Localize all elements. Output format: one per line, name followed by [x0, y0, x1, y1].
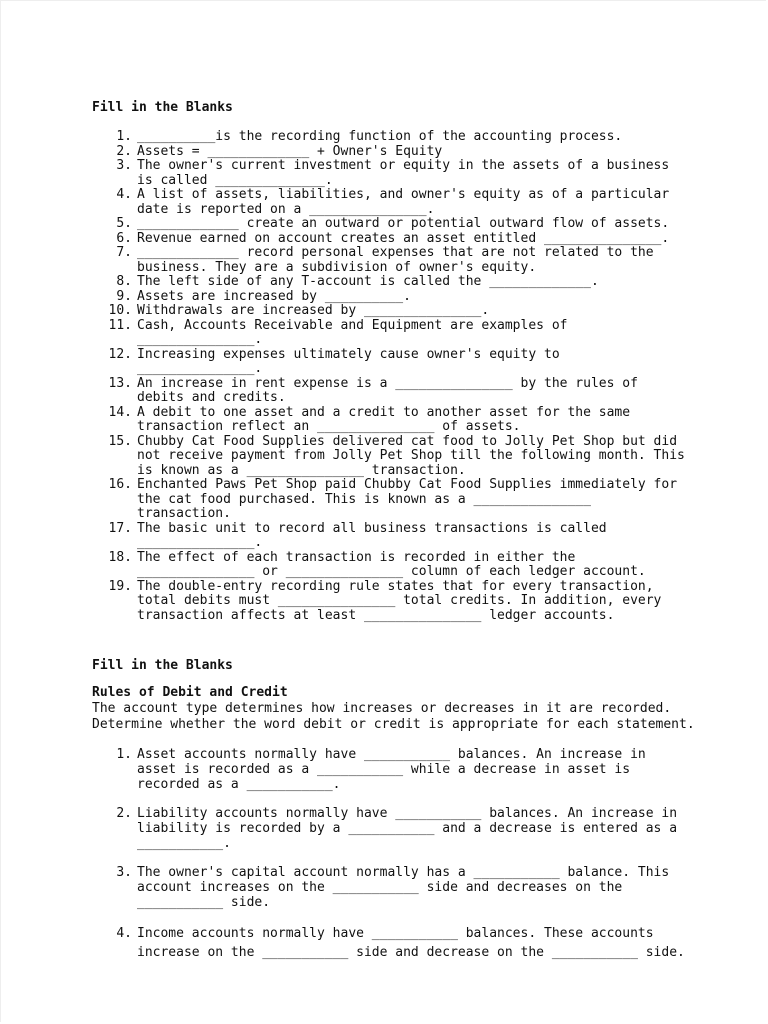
question-text: The double-entry recording rule states that for every transaction, total debits must _______________ total credits. In addition, every transaction affects at least _______________ ledger accounts. — [137, 578, 662, 623]
question-text: An increase in rent expense is a _______________ by the rules of debits and credits. — [137, 375, 638, 405]
list-item: 16. Enchanted Paws Pet Shop paid Chubby Cat Food Supplies immediately for the cat food purchased. This is known as a _______________ transaction. — [108, 477, 678, 521]
question-text: The owner's current investment or equity in the assets of a business is called ______________. — [137, 158, 670, 188]
list-item: 11. Cash, Accounts Receivable and Equipment are examples of _______________. — [108, 317, 568, 347]
question-text: Withdrawals are increased by _______________. — [137, 303, 490, 318]
question-text: Assets = _____________ + Owner's Equity — [137, 143, 443, 159]
question-text: Enchanted Paws Pet Shop paid Chubby Cat Food Supplies immediately for the cat food purchased. This is known as a _______________ transaction. — [137, 477, 678, 521]
section-2-list — [92, 747, 692, 962]
question-text: Liability accounts normally have ___________ balances. An increase in liability is recorded by a ___________ and a decrease is entered as a ___________. — [137, 806, 678, 851]
question-text: Revenue earned on account creates an asset entitled _______________. — [137, 230, 670, 246]
list-item: 14. A debit to one asset and a credit to another asset for the same transaction reflect an _______________ of assets. — [108, 404, 631, 434]
list-item: 4. A list of assets, liabilities, and owner's equity as of a particular date is reported on a _______________. — [116, 187, 670, 217]
section-2-title: Fill in the Blanks — [92, 658, 233, 673]
list-item: 10. Withdrawals are increased by _______________. — [108, 303, 490, 318]
question-text: The owner's capital account normally has a ___________ balance. This account increases on the ___________ side and decreases on the ___________ side. — [137, 865, 670, 910]
question-text: The left side of any T-account is called the _____________. — [137, 274, 599, 289]
question-text: The effect of each transaction is recorded in either the _______________ or _______________ column of each ledger account. — [137, 549, 646, 579]
question-text: The basic unit to record all business transactions is called _______________. — [137, 520, 607, 550]
list-item: 9. Assets are increased by __________. — [116, 288, 411, 304]
list-item: 18. The effect of each transaction is recorded in either the _______________ or _______________ column of each ledger account. — [108, 549, 646, 579]
question-text: Cash, Accounts Receivable and Equipment are examples of _______________. — [137, 317, 568, 347]
list-item: 17. The basic unit to record all business transactions is called _______________. — [108, 520, 607, 550]
question-text: _____________ record personal expenses that are not related to the business. They are a subdivision of owner's equity. — [137, 245, 654, 275]
question-text: Chubby Cat Food Supplies delivered cat food to Jolly Pet Shop but did not receive payment from Jolly Pet Shop till the following month. This is known as a _______________ transaction. — [137, 433, 685, 478]
question-text: A list of assets, liabilities, and owner's equity as of a particular date is reported on a _______________. — [137, 187, 670, 217]
list-item: 6. Revenue earned on account creates an asset entitled _______________. — [116, 230, 670, 246]
question-text: _____________ create an outward or potential outward flow of assets. — [137, 216, 670, 231]
list-item: 4. Income accounts normally have ___________ balances. These accounts increase on the ___________ side and decrease on the ___________ side. — [116, 926, 685, 960]
list-item: 12. Increasing expenses ultimately cause owner's equity to _______________. — [108, 346, 560, 376]
list-item: 2. Assets = _____________ + Owner's Equity — [116, 143, 443, 159]
question-text: Asset accounts normally have ___________ balances. An increase in asset is recorded as a ___________ while a decrease in asset is recorded as a ___________. — [137, 747, 646, 792]
question-text: Increasing expenses ultimately cause owner's equity to _______________. — [137, 346, 560, 376]
list-item: 1. Asset accounts normally have ___________ balances. An increase in asset is recorded as a ___________ while a decrease in asset is recorded as a ___________. — [116, 747, 646, 792]
section-1-title: Fill in the Blanks — [92, 100, 233, 115]
list-item: 13. An increase in rent expense is a _______________ by the rules of debits and credits. — [108, 375, 638, 405]
list-item: 8. The left side of any T-account is called the _____________. — [116, 274, 599, 289]
list-item: 19. The double-entry recording rule states that for every transaction, total debits must _______________ total credits. In addition, every transaction affects at least _______________ ledger accounts. — [108, 578, 662, 623]
question-text: __________is the recording function of the accounting process. — [137, 129, 623, 144]
list-item: 3. The owner's capital account normally has a ___________ balance. This account increases on the ___________ side and decreases on the ___________ side. — [116, 865, 670, 910]
section-2-subtitle: Rules of Debit and Credit — [92, 685, 288, 700]
section-2-intro: The account type determines how increases or decreases in it are recorded. Determine whether the word debit or credit is appropriate for each statement. — [92, 701, 695, 732]
list-item: 1. __________is the recording function of the accounting process. — [116, 129, 623, 144]
question-text: Income accounts normally have ___________ balances. These accounts increase on the ___________ side and decrease on the ___________ side. — [137, 926, 685, 960]
list-item: 3. The owner's current investment or equity in the assets of a business is called ______________. — [116, 158, 670, 188]
section-1-list — [92, 130, 692, 623]
question-text: Assets are increased by __________. — [137, 288, 411, 304]
list-item: 7. _____________ record personal expenses that are not related to the business. They are a subdivision of owner's equity. — [116, 245, 654, 275]
list-item: 5. _____________ create an outward or potential outward flow of assets. — [116, 216, 670, 231]
question-text: A debit to one asset and a credit to another asset for the same transaction reflect an _______________ of assets. — [137, 404, 631, 434]
list-item: 2. Liability accounts normally have ___________ balances. An increase in liability is recorded by a ___________ and a decrease is entered as a ___________. — [116, 806, 678, 851]
list-item: 15. Chubby Cat Food Supplies delivered cat food to Jolly Pet Shop but did not receive payment from Jolly Pet Shop till the following month. This is known as a _______________ transaction. — [108, 433, 685, 478]
